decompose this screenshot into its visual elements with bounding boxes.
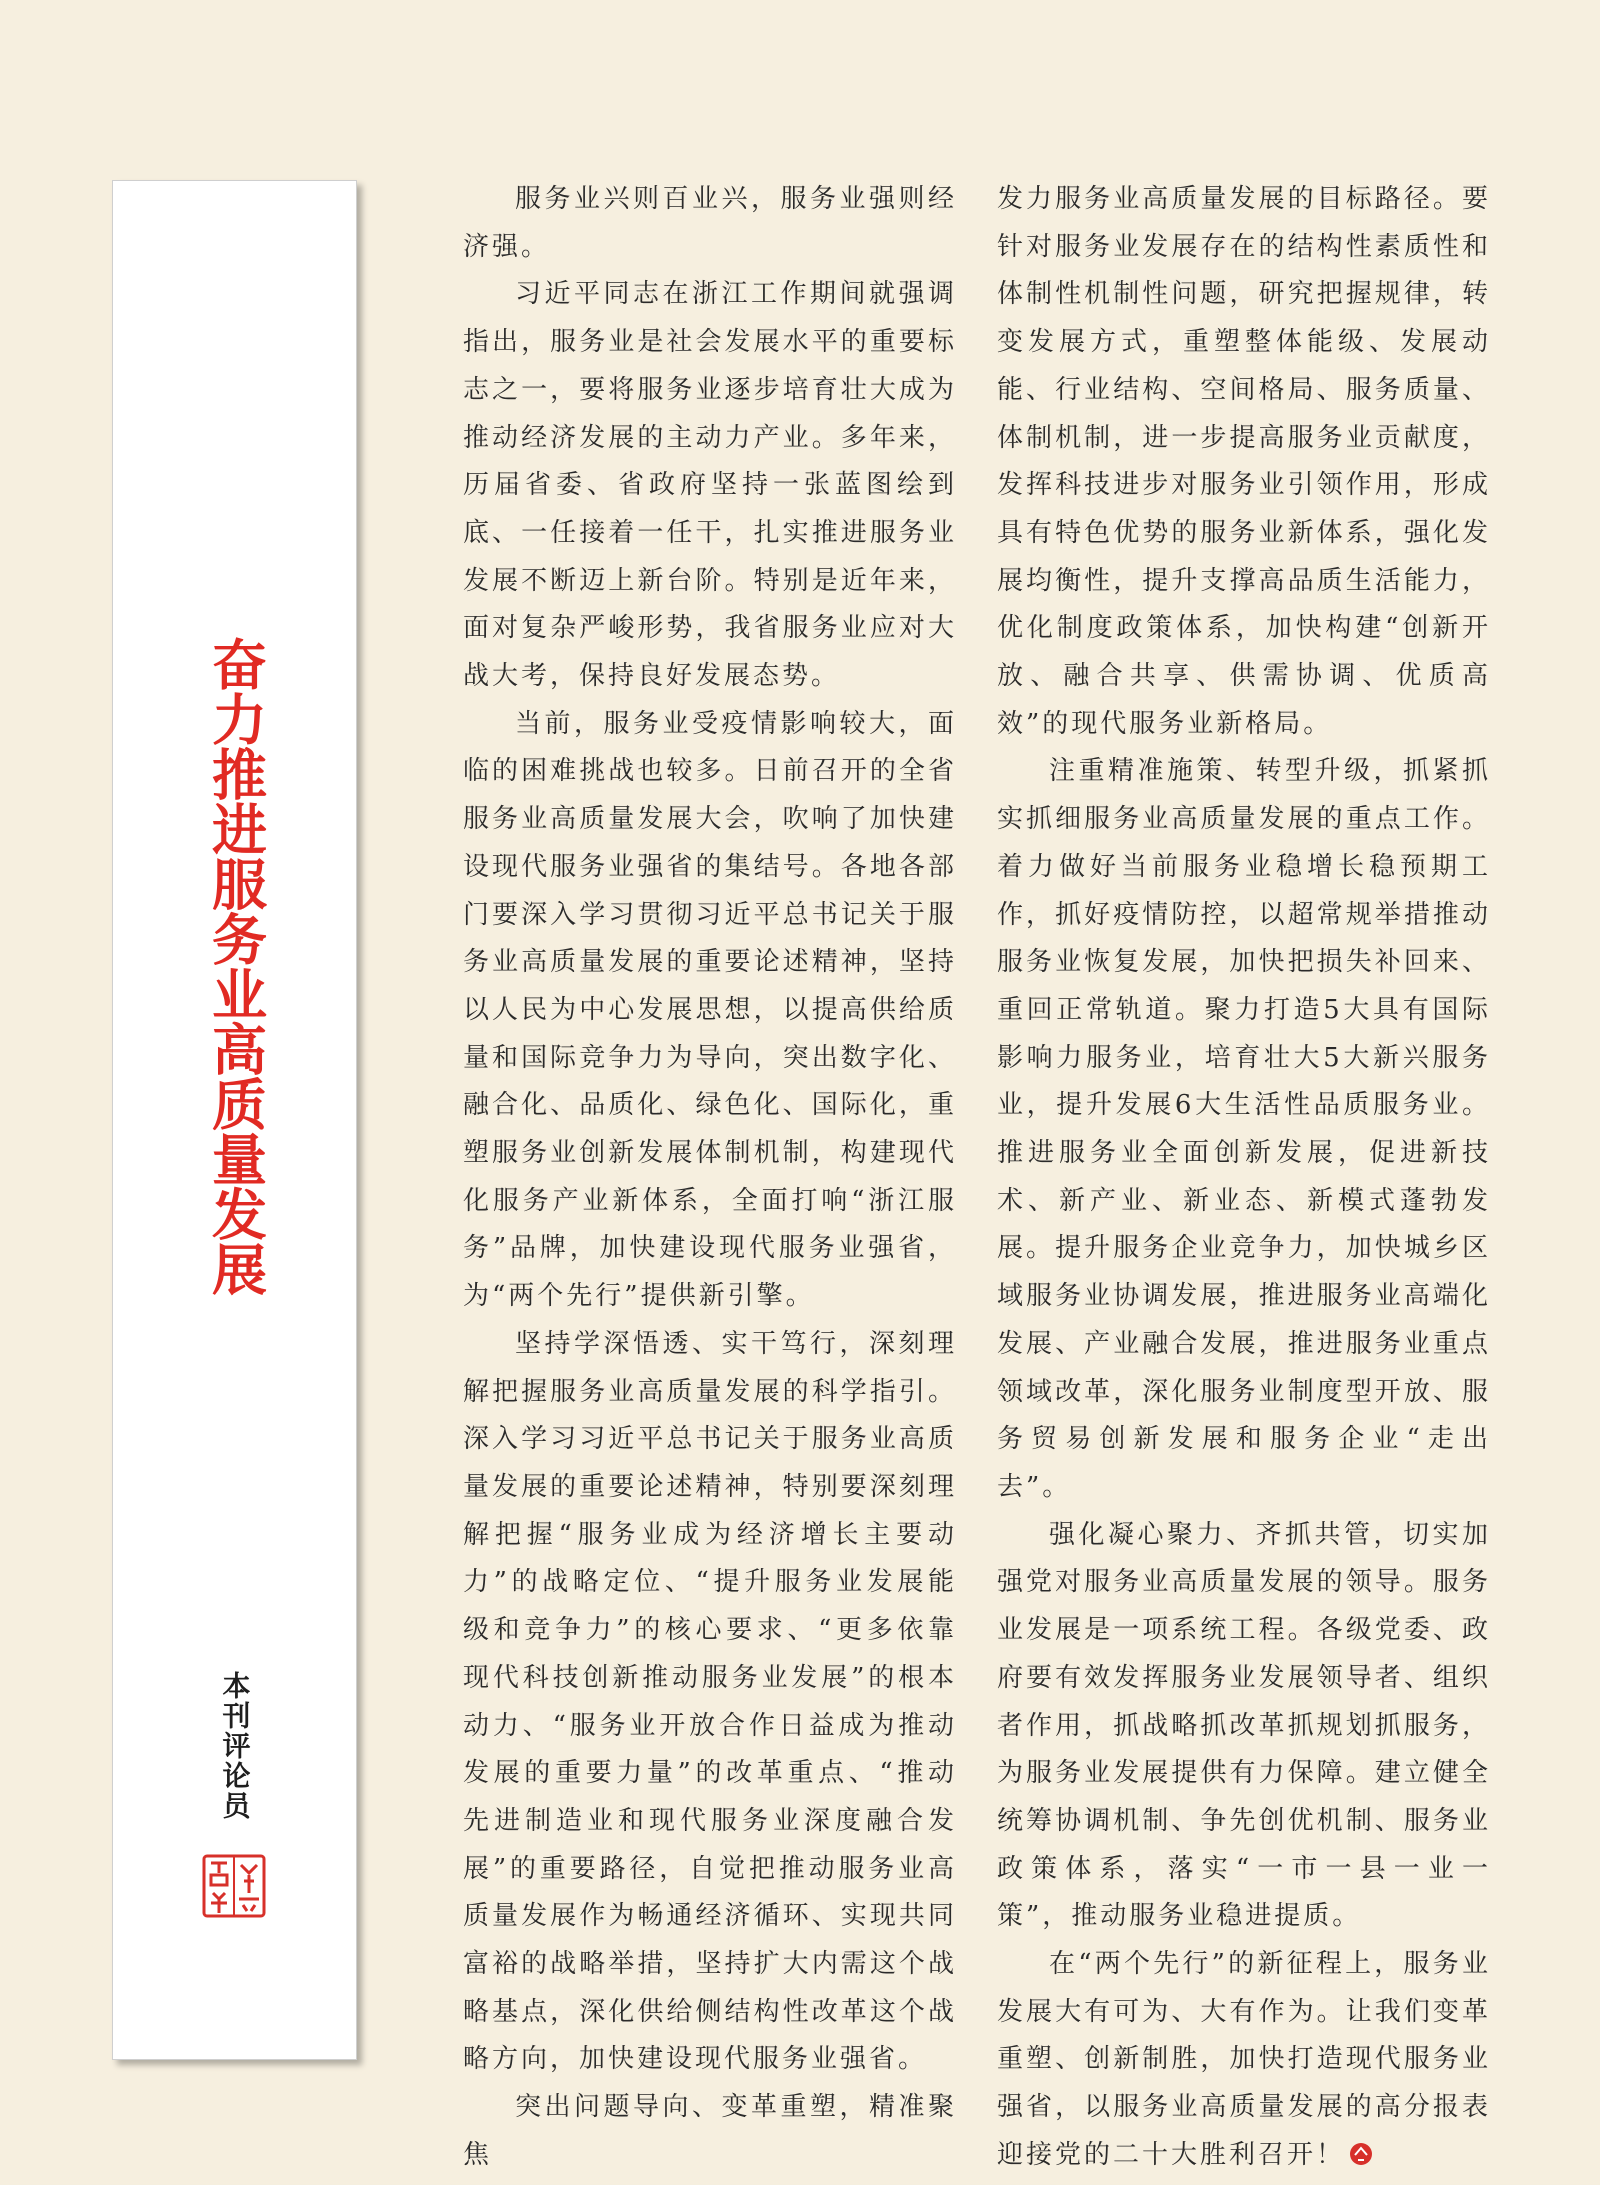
sidebar-card <box>112 180 357 2060</box>
paragraph: 注重精准施策、转型升级，抓紧抓实抓细服务业高质量发展的重点工作。着力做好当前服务业稳增长稳预期工作，抓好疫情防控，以超常规举措推动服务业恢复发展，加快把损失补回来、重回正常轨道。聚力打造5大具有国际影响力服务业，培育壮大5大新兴服务业，提升发展6大生活性品质服务业。推进服务业全面创新发展，促进新技术、新产业、新业态、新模式蓬勃发展。提升服务企业竞争力，加快城乡区域服务业协调发展，推进服务业高端化发展、产业融合发展，推进服务业重点领域改革，深化服务业制度型开放、服务贸易创新发展和服务企业“走出去”。 <box>997 756 1491 1502</box>
end-mark-icon <box>1349 2142 1373 2166</box>
paragraph-last <box>997 1941 1491 2180</box>
paragraph: 服务业兴则百业兴，服务业强则经济强。 <box>463 184 957 262</box>
article-column-right <box>997 176 1491 2170</box>
headline-wrap <box>113 636 356 1296</box>
article-column-left <box>463 176 957 2170</box>
paragraph: 坚持学深悟透、实干笃行，深刻理解把握服务业高质量发展的科学指引。深入学习习近平总书记关于服务业高质量发展的重要论述精神，特别要深刻理解把握“服务业成为经济增长主要动力”的战略定位、“提升服务业发展能级和竞争力”的核心要求、“更多依靠现代科技创新推动服务业发展”的根本动力、“服务业开放合作日益成为推动发展的重要力量”的改革重点、“推动先进制造业和现代服务业深度融合发展”的重要路径，自觉把推动服务业高质量发展作为畅通经济循环、实现共同富裕的战略举措，坚持扩大内需这个战略基点，深化供给侧结构性改革这个战略方向，加快建设现代服务业强省。 <box>463 1328 957 2075</box>
article-headline: 奋力推进服务业高质量发展 <box>203 636 267 1296</box>
paragraph: 当前，服务业受疫情影响较大，面临的困难挑战也较多。日前召开的全省服务业高质量发展大会，吹响了加快建设现代服务业强省的集结号。各地各部门要深入学习贯彻习近平总书记关于服务业高质量发展的重要论述精神，坚持以人民为中心发展思想，以提高供给质量和国际竞争力为导向，突出数字化、融合化、品质化、绿色化、国际化，重塑服务业创新发展体制机制，构建现代化服务产业新体系，全面打响“浙江服务”品牌，加快建设现代服务业强省，为“两个先行”提供新引擎。 <box>463 708 957 1312</box>
paragraph: 强化凝心聚力、齐抓共管，切实加强党对服务业高质量发展的领导。服务业发展是一项系统工程。各级党委、政府要有效发挥服务业发展领导者、组织者作用，抓战略抓改革抓规划抓服务，为服务业发展提供有力保障。建立健全统筹协调机制、争先创优机制、服务业政策体系，落实“一市一县一业一策”，推动服务业稳进提质。 <box>997 1519 1491 1932</box>
paragraph: 突出问题导向、变革重塑，精准聚焦 <box>463 2092 957 2170</box>
seal-stamp-icon <box>201 1853 267 1919</box>
paragraph-continued: 发力服务业高质量发展的目标路径。要针对服务业发展存在的结构性素质性和体制性机制性问题，研究把握规律，转变发展方式，重塑整体能级、发展动能、行业结构、空间格局、服务质量、体制机制，进一步提高服务业贡献度，发挥科技进步对服务业引领作用，形成具有特色优势的服务业新体系，强化发展均衡性，提升支撑高品质生活能力，优化制度政策体系，加快构建“创新开放、融合共享、供需协调、优质高效”的现代服务业新格局。 <box>997 184 1491 739</box>
byline: 本刊评论员 <box>218 1671 252 1821</box>
paragraph-text: 在“两个先行”的新征程上，服务业发展大有可为、大有作为。让我们变革重塑、创新制胜，加快打造现代服务业强省，以服务业高质量发展的高分报表迎接党的二十大胜利召开！ <box>997 1949 1491 2170</box>
byline-wrap <box>113 1671 356 1821</box>
paragraph: 习近平同志在浙江工作期间就强调指出，服务业是社会发展水平的重要标志之一，要将服务业逐步培育壮大成为推动经济发展的主动力产业。多年来，历届省委、省政府坚持一张蓝图绘到底、一任接着一任干，扎实推进服务业发展不断迈上新台阶。特别是近年来，面对复杂严峻形势，我省服务业应对大战大考，保持良好发展态势。 <box>463 279 957 692</box>
